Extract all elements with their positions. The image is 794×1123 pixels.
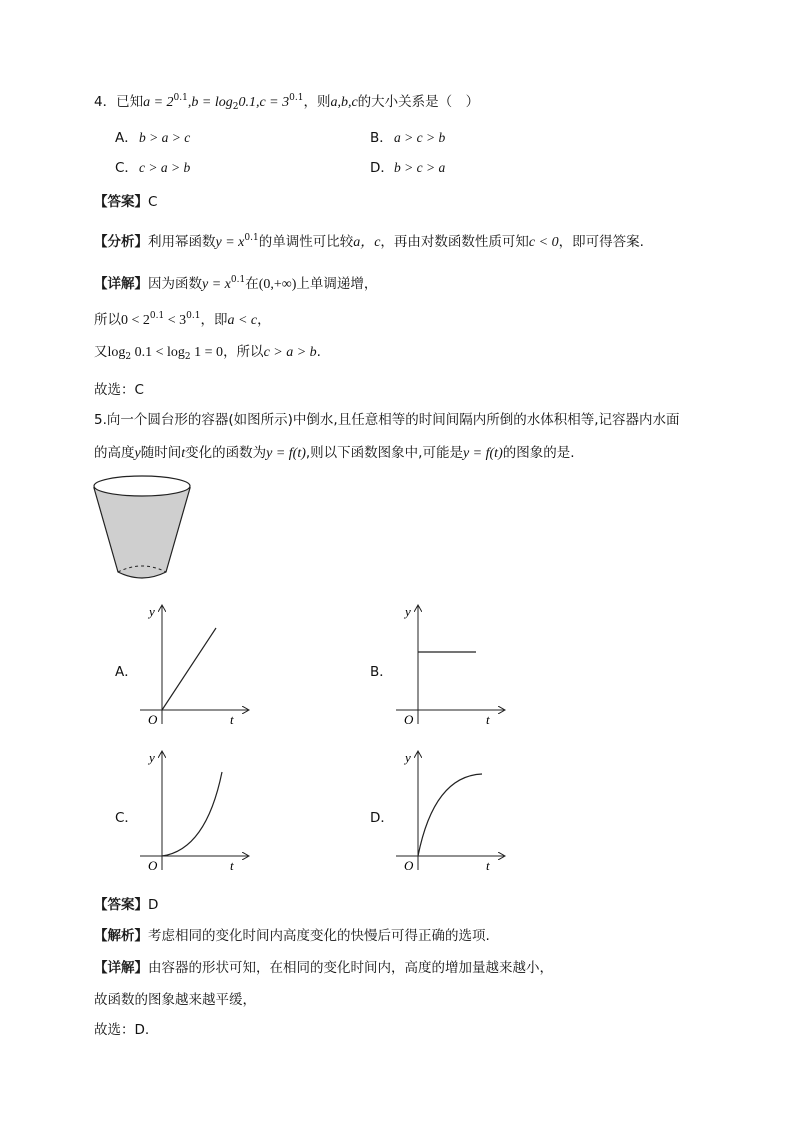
analysis-text: 利用幂函数 bbox=[148, 234, 216, 250]
graph-d[interactable] bbox=[396, 746, 516, 876]
graph-c-label[interactable]: C． bbox=[115, 810, 138, 826]
stem-text: 的图象的是. bbox=[502, 445, 575, 461]
graph-c[interactable] bbox=[140, 746, 260, 876]
detail-expr: 0.1 < log bbox=[131, 345, 185, 360]
graph-a-label[interactable]: A． bbox=[115, 664, 138, 680]
q4-c-exp: 0.1 bbox=[289, 93, 304, 103]
option-label: C． bbox=[115, 160, 138, 176]
stem-var: t bbox=[181, 446, 186, 461]
analysis-text-mid2: ，再由对数函数性质可知 bbox=[380, 234, 529, 250]
answer-value: D bbox=[148, 897, 159, 913]
q4-detail-line3 bbox=[94, 342, 321, 367]
detail-expr: < 3 bbox=[164, 313, 187, 328]
t-axis-label: t bbox=[230, 712, 234, 727]
detail-exp: 0.1 bbox=[186, 311, 201, 321]
q5-answer bbox=[94, 895, 158, 915]
t-axis-label: t bbox=[486, 858, 490, 873]
y-axis-label: y bbox=[149, 750, 155, 765]
graph-a[interactable] bbox=[140, 600, 260, 730]
stem-var: y bbox=[134, 446, 141, 461]
q4-stem bbox=[94, 88, 479, 117]
analysis-text-end: ，即可得答案. bbox=[558, 234, 644, 250]
stem-text: 的高度 bbox=[94, 445, 135, 461]
q4-detail-line2 bbox=[94, 306, 271, 331]
detail-interval: (0,+∞) bbox=[258, 277, 297, 292]
y-axis-label: y bbox=[405, 750, 411, 765]
detail-text: ，即 bbox=[200, 312, 228, 328]
option-label: D． bbox=[370, 160, 394, 176]
detail-text: ， bbox=[257, 312, 271, 328]
origin-label: O bbox=[148, 858, 158, 873]
frustum-top-rim bbox=[94, 476, 190, 496]
t-axis-label: t bbox=[230, 858, 234, 873]
q4-option-d[interactable] bbox=[370, 158, 445, 178]
q4-stem-prefix: 4．已知 bbox=[94, 94, 144, 110]
q4-choose: 故选：C bbox=[94, 382, 144, 398]
stem-text: ,则以下函数图象中,可能是 bbox=[305, 445, 463, 461]
detail-text-mid: 在 bbox=[245, 276, 259, 292]
y-axis-label: y bbox=[149, 604, 155, 619]
detail-exp: 0.1 bbox=[149, 311, 165, 321]
graph-b[interactable] bbox=[396, 600, 516, 730]
curve-convex bbox=[162, 772, 222, 856]
q4-var-a: a bbox=[143, 95, 151, 110]
detail-text: 又 bbox=[94, 344, 108, 360]
analysis-func: y = x bbox=[215, 235, 245, 250]
stem-text: 随时间 bbox=[140, 445, 182, 461]
option-label: A． bbox=[115, 130, 138, 146]
frustum-body bbox=[94, 488, 190, 578]
stem-func: y = f(t) bbox=[266, 446, 306, 461]
detail-text: 因为函数 bbox=[148, 276, 202, 292]
option-text: b > c > a bbox=[394, 160, 446, 175]
detail-expr: 0 < 2 bbox=[121, 313, 150, 328]
origin-label: O bbox=[404, 858, 414, 873]
stem-text: 变化的函数为 bbox=[185, 445, 267, 461]
graph-b-label[interactable]: B． bbox=[370, 664, 393, 680]
q4-answer bbox=[94, 192, 157, 212]
detail-text-end: 上单调递增， bbox=[296, 276, 378, 292]
q4-abc: a,b,c bbox=[330, 95, 358, 110]
detail-tag: 【详解】 bbox=[94, 276, 148, 292]
option-text: a > c > b bbox=[394, 130, 446, 145]
q5-analysis bbox=[94, 926, 490, 946]
q5-detail-line2: 故函数的图象越来越平缓， bbox=[94, 992, 256, 1008]
detail-expr: log bbox=[107, 345, 126, 360]
q4-option-a[interactable] bbox=[115, 128, 190, 148]
option-text: b > a > c bbox=[139, 130, 191, 145]
detail-text: . bbox=[316, 344, 321, 360]
analysis-tag: 【解析】 bbox=[94, 928, 148, 944]
graph-d-label[interactable]: D． bbox=[370, 810, 394, 826]
detail-text: 所以 bbox=[94, 312, 121, 328]
answer-tag: 【答案】 bbox=[94, 194, 148, 210]
q4-option-b[interactable] bbox=[370, 128, 445, 148]
t-axis-label: t bbox=[486, 712, 490, 727]
q4-detail-line1 bbox=[94, 270, 377, 295]
detail-sub: 2 bbox=[184, 352, 191, 362]
detail-text: ，所以 bbox=[223, 344, 264, 360]
detail-result: c > a > b bbox=[263, 345, 317, 360]
detail-expr: 1 = 0 bbox=[190, 345, 224, 360]
frustum-container-figure bbox=[90, 472, 194, 584]
detail-result: a < c bbox=[227, 313, 258, 328]
analysis-exp: 0.1 bbox=[244, 233, 259, 243]
q5-stem-line2 bbox=[94, 443, 575, 464]
detail-tag: 【详解】 bbox=[94, 960, 148, 976]
y-axis-label: y bbox=[405, 604, 411, 619]
analysis-ac: a，c bbox=[353, 235, 381, 250]
analysis-text-mid: 的单调性可比较 bbox=[258, 234, 354, 250]
q4-analysis bbox=[94, 228, 644, 253]
option-text: c > a > b bbox=[139, 160, 191, 175]
detail-func: y = x bbox=[202, 277, 231, 292]
curve-linear bbox=[162, 628, 216, 710]
q4-b-expr: ,b = log bbox=[187, 95, 233, 110]
q5-detail-line1 bbox=[94, 958, 553, 978]
analysis-cond: c < 0 bbox=[528, 235, 559, 250]
q4-b-rest: 0.1,c = 3 bbox=[238, 95, 290, 110]
detail-exp: 0.1 bbox=[230, 275, 246, 285]
q4-b-base: 2 bbox=[232, 102, 239, 112]
q4-stem-mid: ，则 bbox=[303, 94, 331, 110]
q4-option-c[interactable] bbox=[115, 158, 190, 178]
q4-a-exp: 0.1 bbox=[173, 93, 188, 103]
origin-label: O bbox=[148, 712, 158, 727]
analysis-text: 考虑相同的变化时间内高度变化的快慢后可得正确的选项. bbox=[148, 928, 490, 944]
curve-concave bbox=[418, 774, 482, 856]
analysis-tag: 【分析】 bbox=[94, 234, 148, 250]
answer-tag: 【答案】 bbox=[94, 897, 148, 913]
origin-label: O bbox=[404, 712, 414, 727]
q4-stem-suffix: 的大小关系是（ ） bbox=[357, 94, 480, 110]
answer-value: C bbox=[148, 194, 158, 210]
stem-func: y = f(t) bbox=[462, 446, 503, 461]
detail-sub: 2 bbox=[125, 352, 132, 362]
detail-text: 由容器的形状可知，在相同的变化时间内，高度的增加量越来越小， bbox=[148, 960, 553, 976]
q4-a-eq: = 2 bbox=[150, 95, 174, 110]
q5-stem-line1: 5.向一个圆台形的容器(如图所示)中倒水,且任意相等的时间间隔内所倒的水体积相等,记容器内水面 bbox=[94, 412, 680, 428]
q5-choose: 故选：D. bbox=[94, 1022, 150, 1038]
option-label: B． bbox=[370, 130, 393, 146]
